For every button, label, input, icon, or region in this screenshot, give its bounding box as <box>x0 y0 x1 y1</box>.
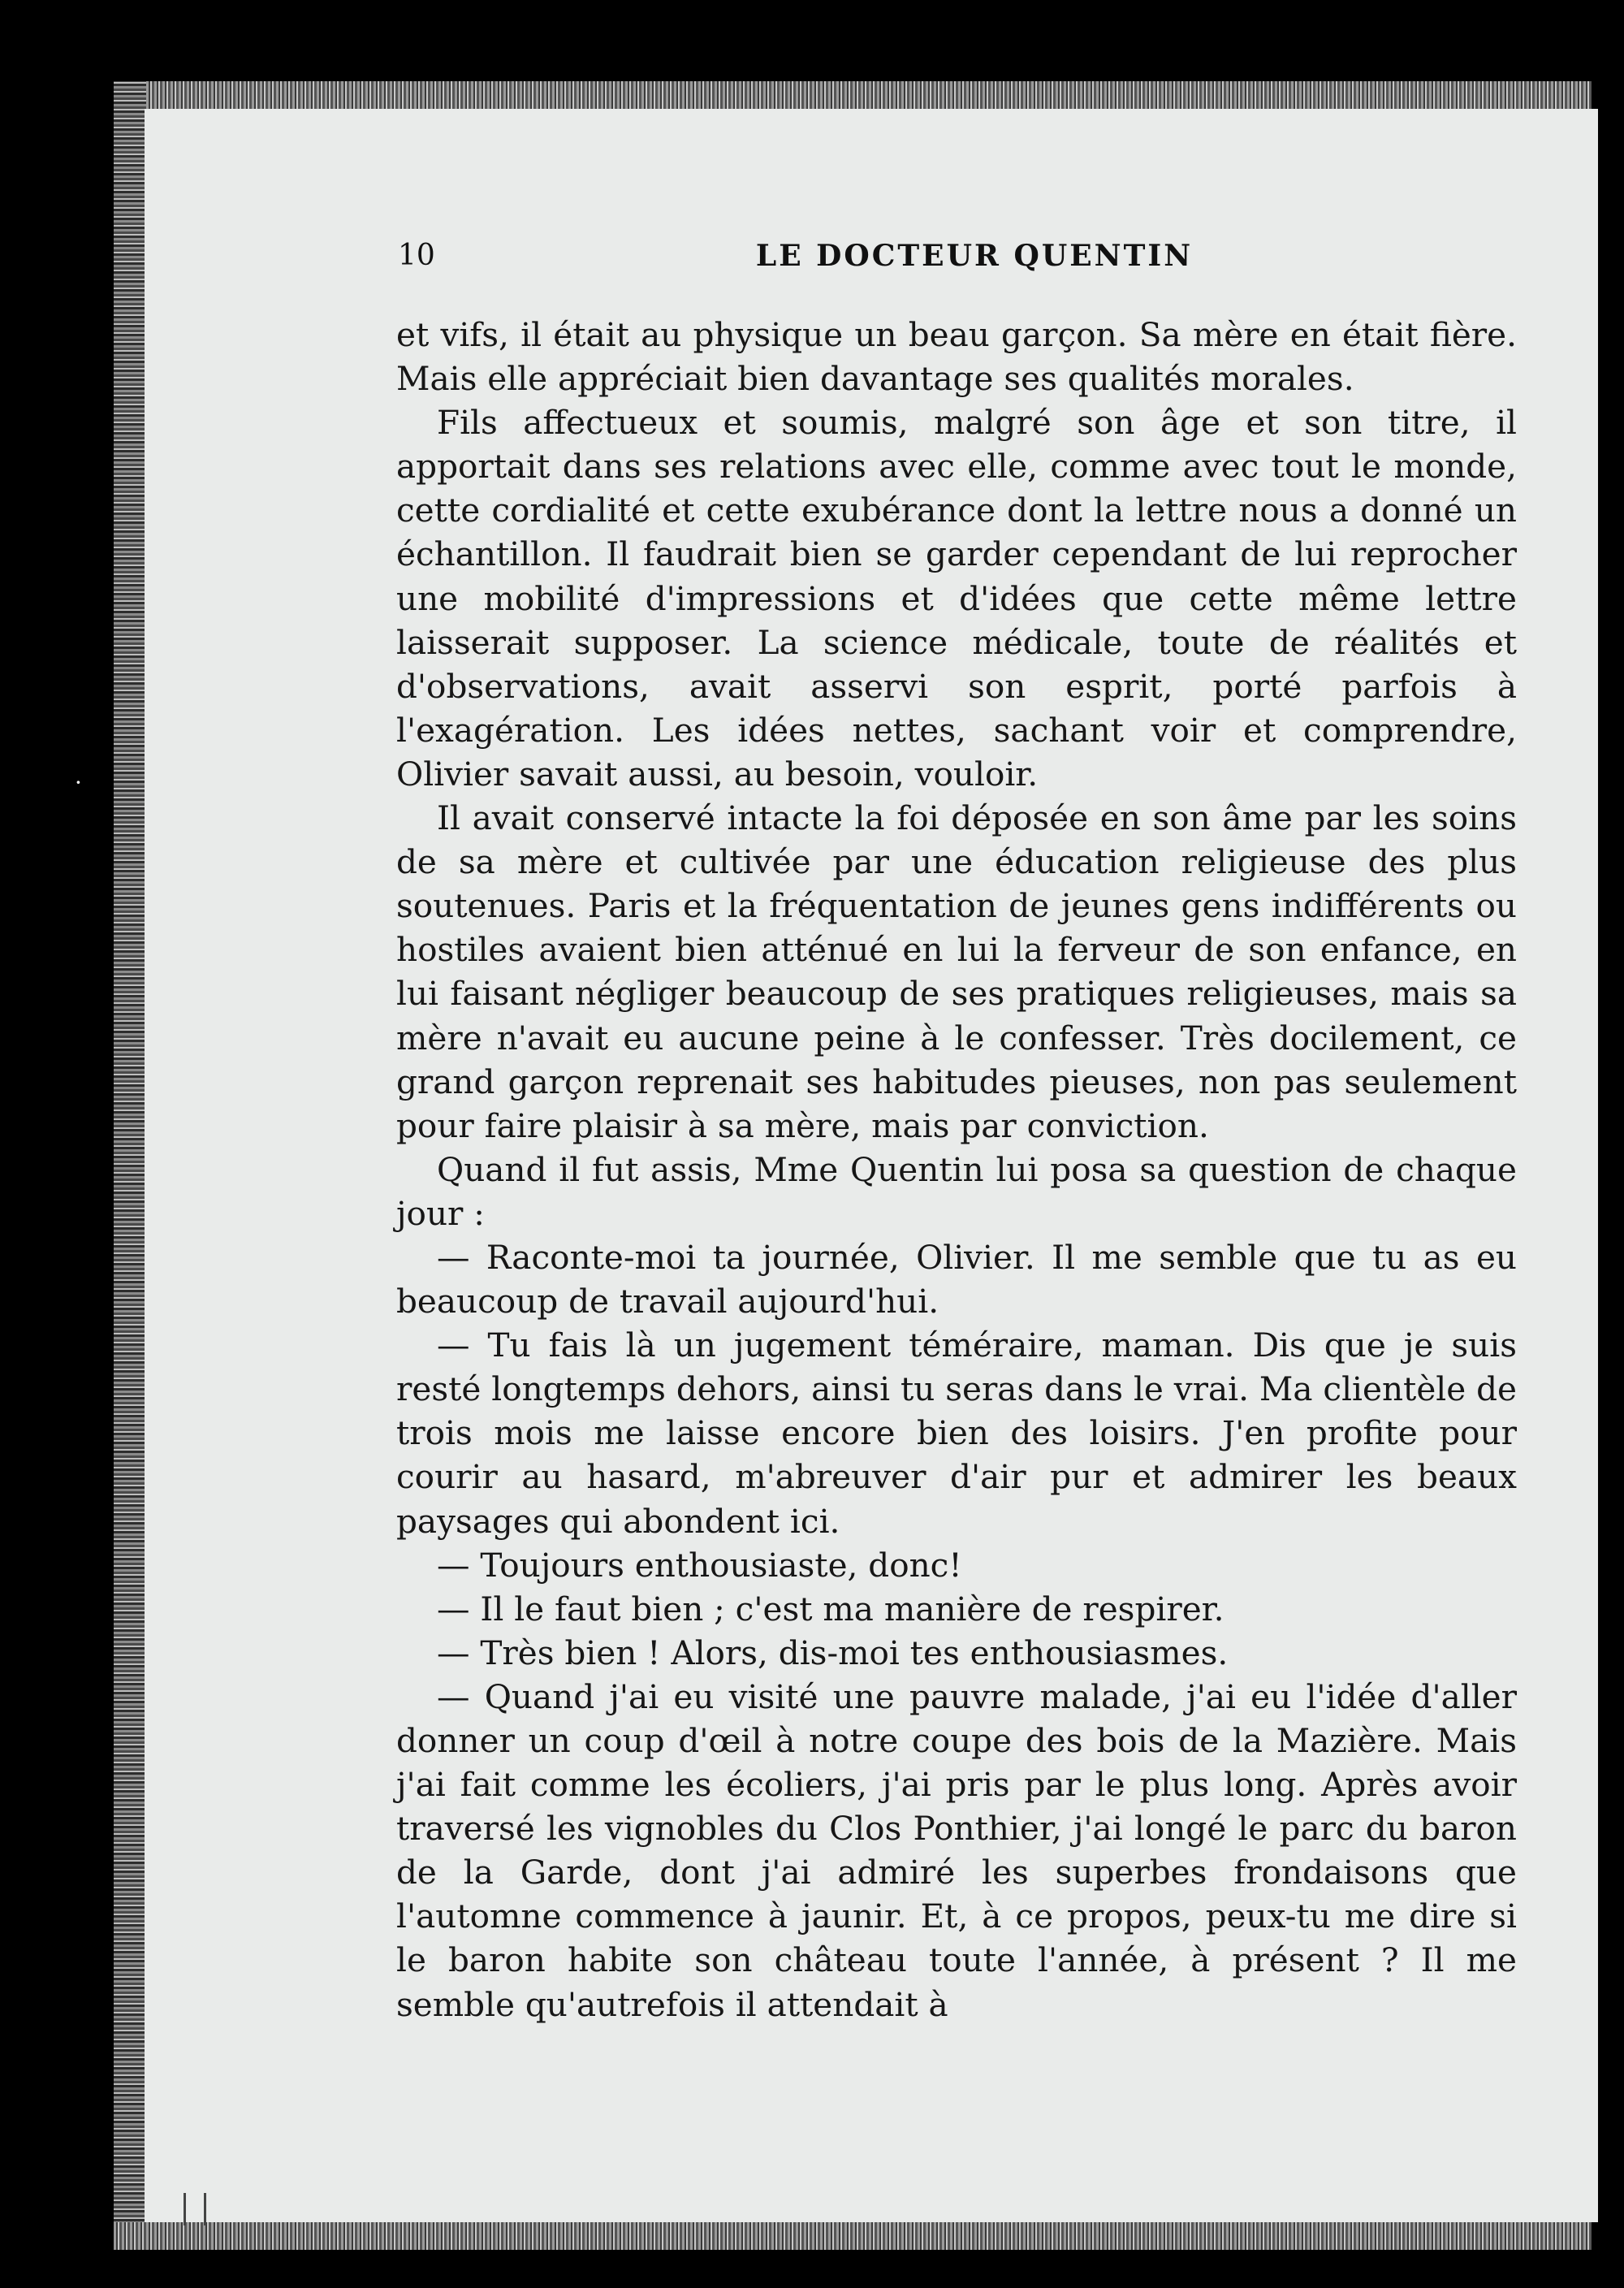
scan-edge-left <box>114 81 146 2242</box>
dialogue-line: — Quand j'ai eu visité une pauvre malade, j'ai eu l'idée d'aller donner un coup d'œil à notre coupe des bois de la Mazière. Mais j'ai fait comme les écoliers, j'ai pris par le plus long. Après avoir traversé les vignobles du Clos Ponthier, j'ai longé le parc du baron de la Garde, dont j'ai admiré les superbes frondaisons que l'automne commence à jaunir. Et, à ce propos, peux-tu me dire si le baron habite son château toute l'année, à présent ? Il me semble qu'autrefois il attendait à <box>396 1676 1517 2024</box>
book-title: LE DOCTEUR QUENTIN <box>755 239 1194 273</box>
scan-edge-top <box>114 81 1592 110</box>
scan-speck: · <box>75 769 82 796</box>
dialogue-line: — Il le faut bien ; c'est ma manière de respirer. <box>437 1589 1224 1628</box>
paragraph: Fils affectueux et soumis, malgré son âge et son titre, il apportait dans ses relations avec elle, comme avec tout le monde, cette cordialité et cette exubérance dont la lettre nous a donné un échantillon. Il faudrait bien se garder cependant de lui reprocher une mobilité d'impressions et d'idées que cette même lettre laisserait supposer. La science médicale, toute de réalités et d'observations, avait asservi son esprit, porté parfois à l'exagération. Les idées nettes, sachant voir et comprendre, Olivier savait aussi, au besoin, vouloir. <box>396 403 1517 794</box>
dialogue-line: — Raconte-moi ta journée, Olivier. Il me semble que tu as eu beaucoup de travail aujourd'hui. <box>396 1237 1517 1321</box>
body-text <box>396 313 1517 2026</box>
paragraph: Quand il fut assis, Mme Quentin lui posa sa question de chaque jour : <box>396 1149 1517 1233</box>
scan-edge-bottom <box>114 2222 1592 2250</box>
dialogue-line: — Très bien ! Alors, dis-moi tes enthousiasmes. <box>437 1633 1229 1672</box>
dialogue-line: — Toujours enthousiaste, donc! <box>437 1545 962 1585</box>
scan-binding-mark <box>184 2193 206 2225</box>
paragraph: Il avait conservé intacte la foi déposée en son âme par les soins de sa mère et cultivée par une éducation religieuse des plus soutenues. Paris et la fréquentation de jeunes gens indifférents ou hostiles avaient bien atténué en lui la ferveur de son enfance, en lui faisant négliger beaucoup de ses pratiques religieuses, mais sa mère n'avait eu aucune peine à le confesser. Très docilement, ce grand garçon reprenait ses habitudes pieuses, non pas seulement pour faire plaisir à sa mère, mais par conviction. <box>396 798 1517 1145</box>
paragraph: et vifs, il était au physique un beau garçon. Sa mère en était fière. Mais elle appréciait bien davantage ses qualités morales. <box>396 315 1517 399</box>
dialogue-line: — Tu fais là un jugement téméraire, maman. Dis que je suis resté longtemps dehors, ainsi tu seras dans le vrai. Ma clientèle de trois mois me laisse encore bien des loisirs. J'en profite pour courir au hasard, m'abreuver d'air pur et admirer les beaux paysages qui abondent ici. <box>396 1326 1517 1541</box>
page-number: 10 <box>398 239 435 272</box>
